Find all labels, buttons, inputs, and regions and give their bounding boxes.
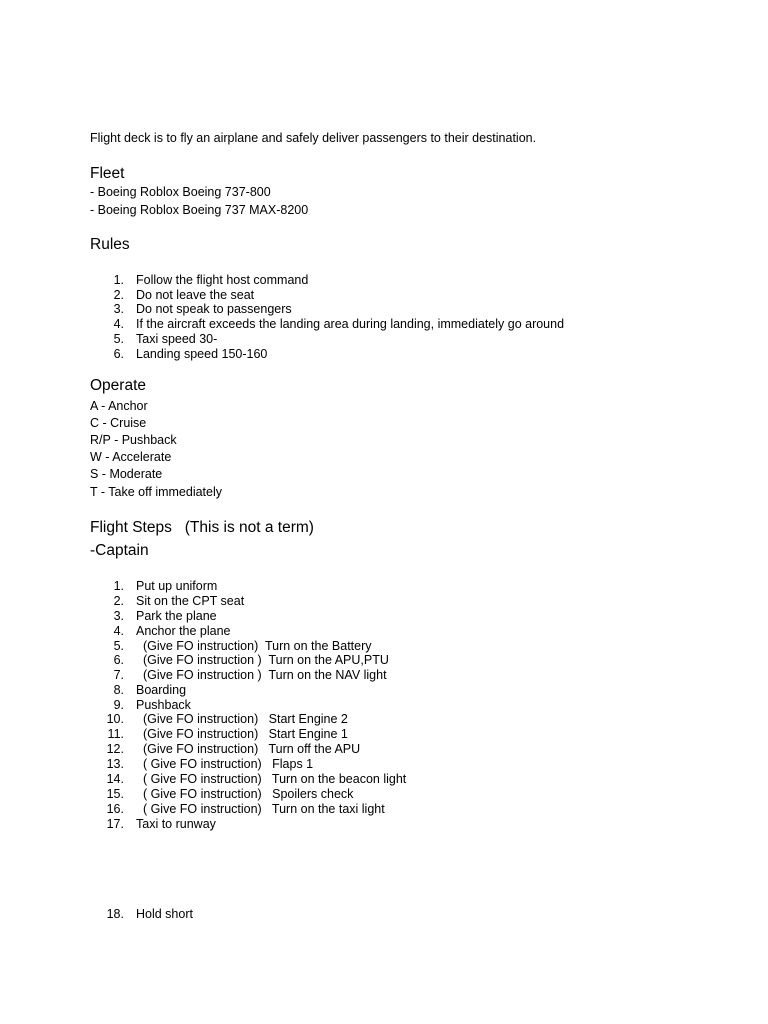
operate-item: A - Anchor bbox=[90, 399, 148, 413]
rule-text: If the aircraft exceeds the landing area during landing, immediately go around bbox=[136, 317, 565, 331]
operate-item: W - Accelerate bbox=[90, 450, 172, 464]
step-text: ( Give FO instruction) Turn on the taxi light bbox=[136, 802, 385, 816]
operate-item: S - Moderate bbox=[90, 467, 163, 481]
rule-text: Taxi speed 30- bbox=[136, 332, 218, 346]
rule-text: Follow the flight host command bbox=[136, 273, 309, 287]
intro-text: Flight deck is to fly an airplane and safely deliver passengers to their destination. bbox=[90, 131, 537, 145]
step-number: 6. bbox=[113, 653, 124, 667]
rule-text: Landing speed 150-160 bbox=[136, 347, 268, 361]
rule-number: 5. bbox=[113, 332, 124, 346]
step-number: 17. bbox=[106, 817, 124, 831]
operate-item: T - Take off immediately bbox=[90, 485, 223, 499]
operate-heading: Operate bbox=[90, 377, 147, 394]
step-number: 2. bbox=[113, 594, 124, 608]
step-text: Anchor the plane bbox=[136, 624, 231, 638]
step-text: Hold short bbox=[136, 907, 193, 921]
step-number: 4. bbox=[113, 624, 124, 638]
rule-number: 3. bbox=[113, 302, 124, 316]
rule-number: 1. bbox=[113, 273, 124, 287]
step-text: ( Give FO instruction) Turn on the beacon light bbox=[136, 772, 407, 786]
step-text: (Give FO instruction ) Turn on the NAV light bbox=[136, 668, 387, 682]
operate-item: R/P - Pushback bbox=[90, 433, 177, 447]
operate-item: C - Cruise bbox=[90, 416, 147, 430]
step-text: ( Give FO instruction) Flaps 1 bbox=[136, 757, 314, 771]
step-number: 12. bbox=[106, 742, 124, 756]
step-number: 15. bbox=[106, 787, 124, 801]
step-number: 16. bbox=[106, 802, 124, 816]
step-text: (Give FO instruction) Start Engine 2 bbox=[136, 712, 348, 726]
rule-number: 6. bbox=[113, 347, 124, 361]
step-number: 18. bbox=[106, 907, 124, 921]
step-number: 7. bbox=[113, 668, 124, 682]
step-number: 9. bbox=[113, 698, 124, 712]
step-number: 14. bbox=[106, 772, 124, 786]
fleet-item: - Boeing Roblox Boeing 737-800 bbox=[90, 185, 271, 199]
step-text: Sit on the CPT seat bbox=[136, 594, 245, 608]
step-text: ( Give FO instruction) Spoilers check bbox=[136, 787, 354, 801]
rule-number: 2. bbox=[113, 288, 124, 302]
step-number: 10. bbox=[106, 712, 124, 726]
flight-steps-heading: Flight Steps (This is not a term) bbox=[90, 519, 314, 536]
step-text: Taxi to runway bbox=[136, 817, 216, 831]
step-text: (Give FO instruction) Start Engine 1 bbox=[136, 727, 348, 741]
rules-heading: Rules bbox=[90, 236, 130, 253]
captain-subheading: -Captain bbox=[90, 542, 149, 559]
step-text: (Give FO instruction) Turn on the Battery bbox=[136, 639, 372, 653]
rule-text: Do not speak to passengers bbox=[136, 302, 292, 316]
rule-number: 4. bbox=[113, 317, 124, 331]
rule-text: Do not leave the seat bbox=[136, 288, 255, 302]
step-text: Boarding bbox=[136, 683, 187, 697]
step-text: (Give FO instruction ) Turn on the APU,PTU bbox=[136, 653, 389, 667]
fleet-heading: Fleet bbox=[90, 165, 125, 182]
step-text: Put up uniform bbox=[136, 579, 218, 593]
step-number: 5. bbox=[113, 639, 124, 653]
fleet-item: - Boeing Roblox Boeing 737 MAX-8200 bbox=[90, 203, 309, 217]
step-number: 13. bbox=[106, 757, 124, 771]
step-text: Pushback bbox=[136, 698, 191, 712]
step-text: Park the plane bbox=[136, 609, 217, 623]
step-text: (Give FO instruction) Turn off the APU bbox=[136, 742, 361, 756]
step-number: 8. bbox=[113, 683, 124, 697]
step-number: 11. bbox=[107, 727, 124, 741]
step-number: 1. bbox=[113, 579, 124, 593]
step-number: 3. bbox=[113, 609, 124, 623]
